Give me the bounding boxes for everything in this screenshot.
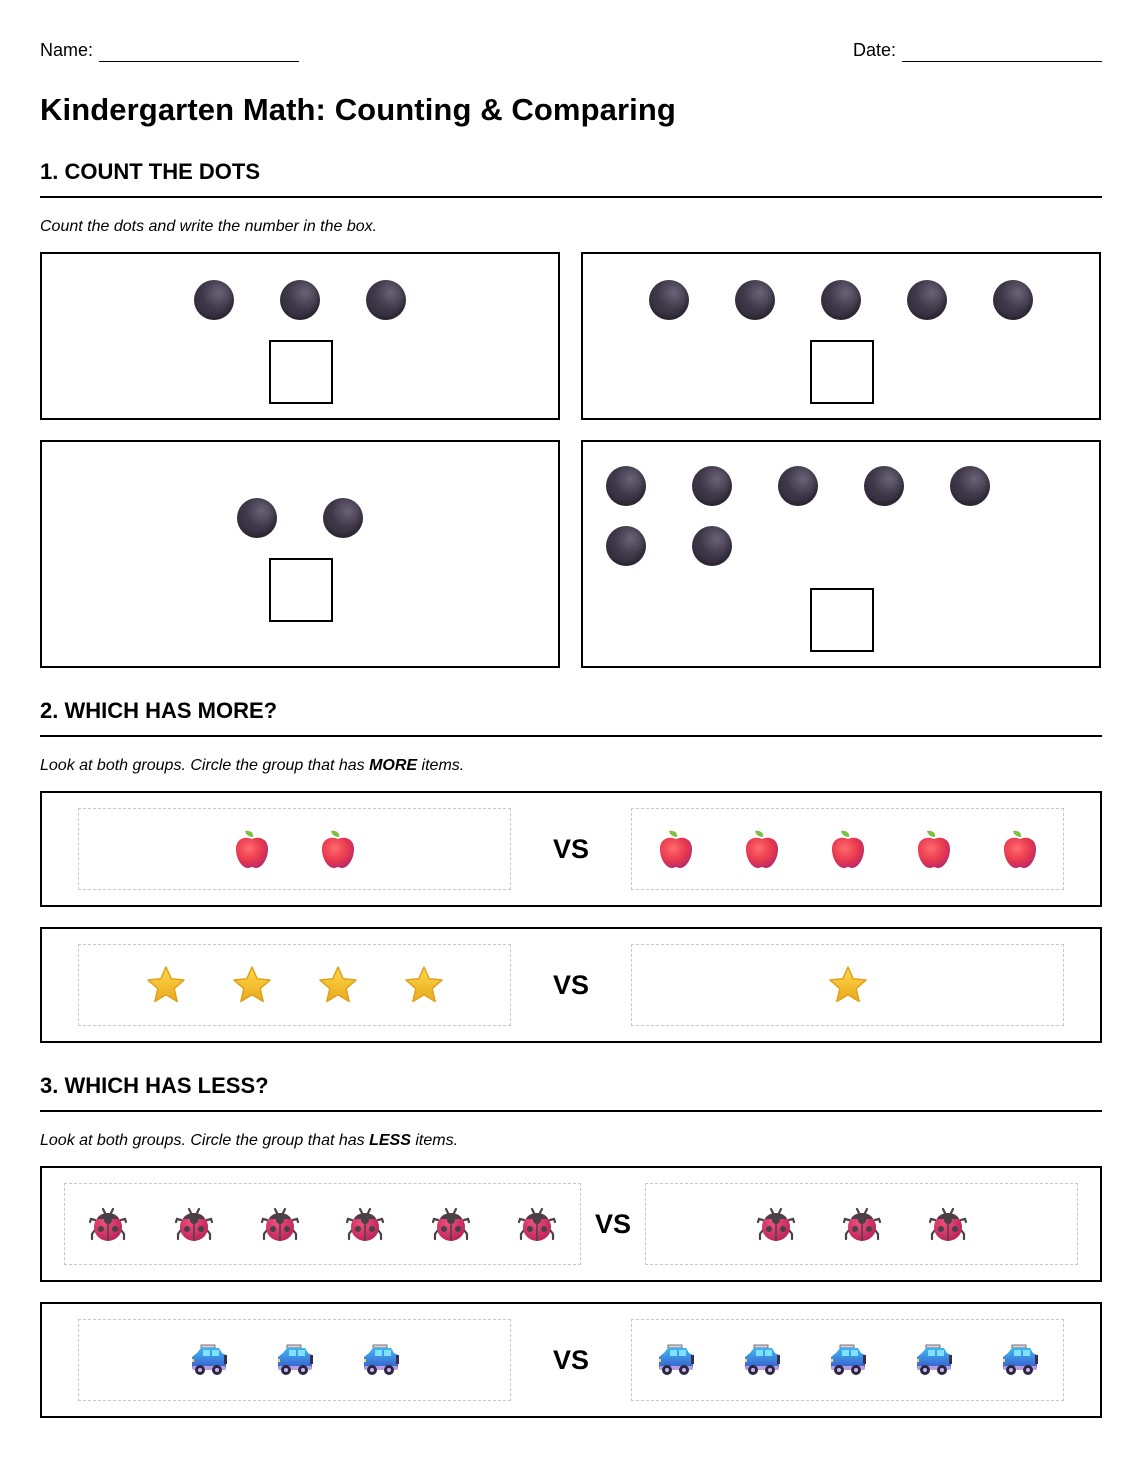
- ladybug-icon: [65, 1199, 151, 1249]
- star-icon: [209, 960, 295, 1010]
- car-icon: [891, 1335, 977, 1385]
- car-icon: [805, 1335, 891, 1385]
- star-icon: [381, 960, 467, 1010]
- section-more-instruction: Look at both groups. Circle the group that has MORE items.: [40, 757, 465, 774]
- dot-slot: [214, 488, 300, 548]
- section-less-title: 3. WHICH HAS LESS?: [40, 1071, 1102, 1112]
- date-label: Date:: [852, 40, 896, 60]
- dot-slot: [755, 456, 841, 516]
- section-less-instruction: Look at both groups. Circle the group that has LESS items.: [40, 1132, 459, 1149]
- dot-slot: [712, 270, 798, 330]
- car-icon: [252, 1335, 338, 1385]
- date-blank-line[interactable]: [902, 44, 1102, 62]
- apple-icon: [295, 824, 381, 874]
- car-icon: [977, 1335, 1063, 1385]
- date-field[interactable]: [853, 38, 1102, 62]
- dot-icon: [323, 498, 363, 538]
- dot-group: [583, 456, 1033, 576]
- dot-group: [583, 270, 1099, 330]
- ladybug-icon: [494, 1199, 580, 1249]
- dot-icon: [366, 280, 406, 320]
- dot-icon: [907, 280, 947, 320]
- ladybug-icon: [733, 1199, 819, 1249]
- dot-icon: [821, 280, 861, 320]
- count-problem-4: [581, 440, 1101, 668]
- dot-icon: [606, 466, 646, 506]
- dot-slot: [171, 270, 257, 330]
- dot-slot: [798, 270, 884, 330]
- dot-icon: [778, 466, 818, 506]
- vs-label: VS: [552, 970, 590, 1000]
- ladybug-icon: [323, 1199, 409, 1249]
- left-group[interactable]: [78, 944, 511, 1026]
- dot-slot: [669, 516, 755, 576]
- answer-box[interactable]: [810, 588, 874, 652]
- dot-icon: [237, 498, 277, 538]
- ladybug-icon: [408, 1199, 494, 1249]
- dot-icon: [692, 466, 732, 506]
- dot-icon: [280, 280, 320, 320]
- compare-row-ladybugs: [40, 1166, 1102, 1282]
- dot-icon: [864, 466, 904, 506]
- name-field[interactable]: [40, 38, 299, 62]
- vs-label: VS: [552, 1345, 590, 1375]
- dot-group: [42, 270, 558, 330]
- dot-slot: [583, 456, 669, 516]
- star-icon: [123, 960, 209, 1010]
- section-count-title: 1. COUNT THE DOTS: [40, 157, 1102, 198]
- compare-row-stars: [40, 927, 1102, 1043]
- star-icon: [295, 960, 381, 1010]
- ladybug-icon: [905, 1199, 991, 1249]
- car-icon: [633, 1335, 719, 1385]
- compare-row-cars: [40, 1302, 1102, 1418]
- page-title: Kindergarten Math: Counting & Comparing: [40, 92, 676, 127]
- dot-slot: [300, 488, 386, 548]
- star-icon: [805, 960, 891, 1010]
- section-count-instruction: Count the dots and write the number in the box.: [40, 218, 378, 235]
- answer-box[interactable]: [269, 558, 333, 622]
- dot-icon: [735, 280, 775, 320]
- dot-group: [42, 488, 558, 548]
- apple-icon: [977, 824, 1063, 874]
- vs-label: VS: [594, 1209, 632, 1239]
- answer-box[interactable]: [269, 340, 333, 404]
- left-group[interactable]: [78, 1319, 511, 1401]
- car-icon: [719, 1335, 805, 1385]
- left-group[interactable]: [78, 808, 511, 890]
- emphasis-more: MORE: [369, 757, 418, 774]
- dot-icon: [692, 526, 732, 566]
- vs-label: VS: [552, 834, 590, 864]
- dot-icon: [993, 280, 1033, 320]
- right-group[interactable]: [645, 1183, 1078, 1265]
- dot-slot: [343, 270, 429, 330]
- apple-icon: [719, 824, 805, 874]
- apple-icon: [209, 824, 295, 874]
- name-label: Name:: [40, 40, 94, 60]
- apple-icon: [891, 824, 977, 874]
- ladybug-icon: [151, 1199, 237, 1249]
- count-problem-1: [40, 252, 560, 420]
- left-group[interactable]: [64, 1183, 581, 1265]
- worksheet-header: [40, 38, 1102, 62]
- answer-box[interactable]: [810, 340, 874, 404]
- ladybug-icon: [819, 1199, 905, 1249]
- apple-icon: [805, 824, 891, 874]
- dot-icon: [194, 280, 234, 320]
- dot-slot: [257, 270, 343, 330]
- dot-slot: [884, 270, 970, 330]
- dot-icon: [606, 526, 646, 566]
- right-group[interactable]: [631, 1319, 1064, 1401]
- count-problem-3: [40, 440, 560, 668]
- name-blank-line[interactable]: [99, 44, 299, 62]
- dot-icon: [950, 466, 990, 506]
- section-more-title: 2. WHICH HAS MORE?: [40, 696, 1102, 737]
- count-problem-2: [581, 252, 1101, 420]
- dot-slot: [970, 270, 1056, 330]
- dot-slot: [841, 456, 927, 516]
- ladybug-icon: [237, 1199, 323, 1249]
- compare-row-apples: [40, 791, 1102, 907]
- car-icon: [166, 1335, 252, 1385]
- dot-slot: [583, 516, 669, 576]
- car-icon: [338, 1335, 424, 1385]
- apple-icon: [633, 824, 719, 874]
- right-group[interactable]: [631, 808, 1064, 890]
- right-group[interactable]: [631, 944, 1064, 1026]
- dot-slot: [927, 456, 1013, 516]
- emphasis-less: LESS: [369, 1132, 411, 1149]
- dot-slot: [626, 270, 712, 330]
- dot-icon: [649, 280, 689, 320]
- dot-slot: [669, 456, 755, 516]
